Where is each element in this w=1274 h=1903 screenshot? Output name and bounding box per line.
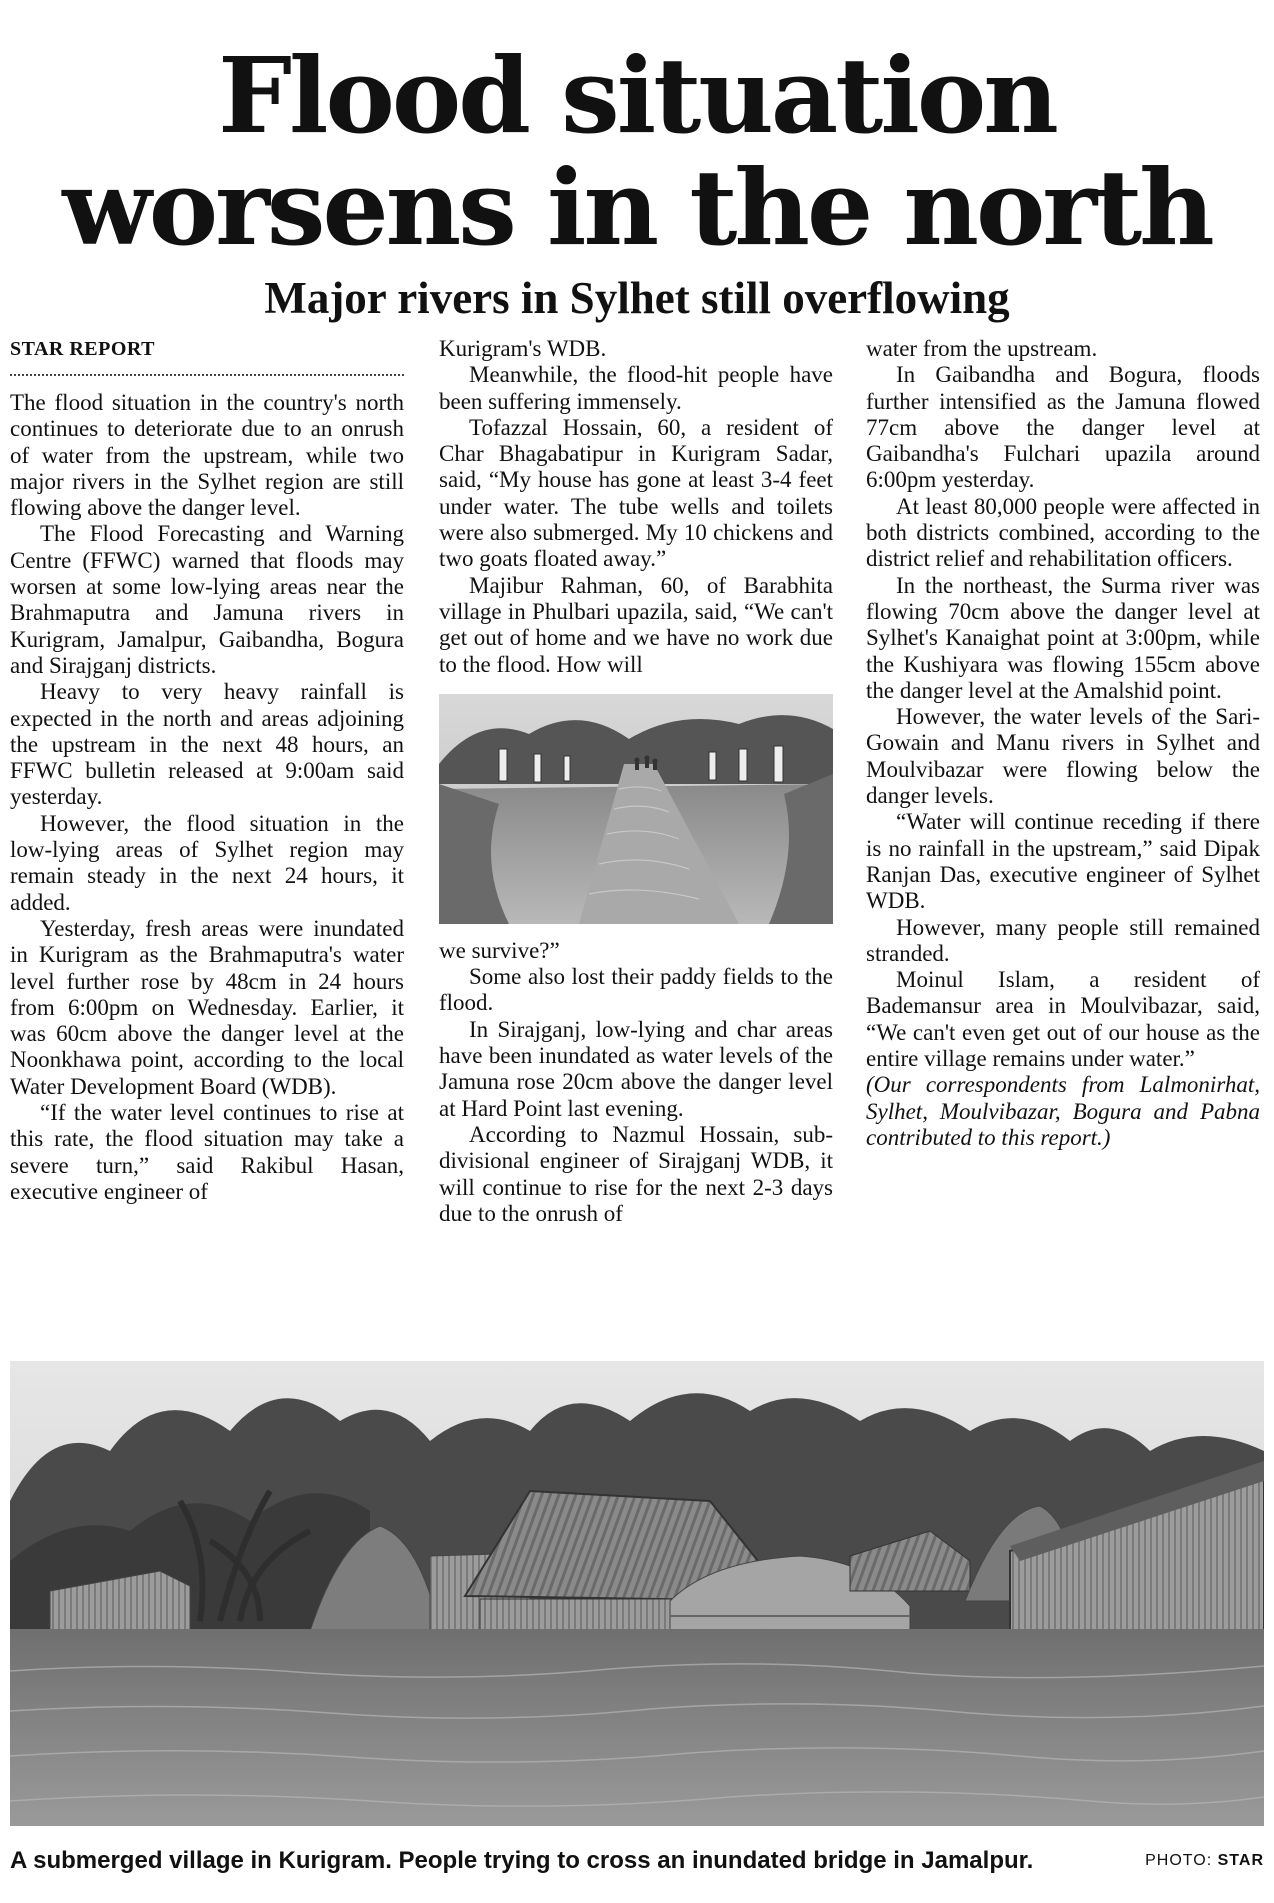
paragraph: In the northeast, the Surma river was flowing 70cm above the danger level at Sylhet's Kanaighat point at 3:00pm, while the Kushiyara was flowing 155cm above the danger level at the Amalshid point.: [866, 572, 1260, 703]
photo-caption: A submerged village in Kurigram. People trying to cross an inundated bridge in Jamalpur.: [10, 1847, 1034, 1874]
paragraph: we survive?”: [439, 937, 560, 963]
paragraph: Yesterday, fresh areas were inundated in Kurigram as the Brahmaputra's water level further rose by 48cm in 24 hours from 6:00pm on Wednesday. Earlier, it was 60cm above the danger level at the Noonkhawa point, according to the local Water Development Board (WDB).: [10, 915, 404, 1099]
photo-credit-source: STAR: [1217, 1852, 1264, 1869]
paragraph: “If the water level continues to rise at this rate, the flood situation may take a severe turn,” said Rakibul Hasan, executive engineer of: [10, 1100, 404, 1204]
paragraph: Kurigram's WDB.: [439, 336, 607, 361]
paragraph: At least 80,000 people were affected in both districts combined, according to the district relief and rehabilitation officers.: [866, 493, 1260, 572]
paragraph: According to Nazmul Hossain, sub-divisional engineer of Sirajganj WDB, it will continue to rise for the next 2-3 days due to the onrush of: [439, 1121, 833, 1226]
bridge-photo: [439, 694, 833, 924]
headline: Flood situation worsens in the north: [62, 34, 1212, 269]
paragraph: However, the water levels of the Sari-Gowain and Manu rivers in Sylhet and Moulvibazar were flowing below the danger levels.: [866, 704, 1260, 809]
paragraph: In Gaibandha and Bogura, floods further intensified as the Jamuna flowed 77cm above the danger level at Gaibandha's Fulchari upazila around 6:00pm yesterday.: [866, 362, 1260, 493]
paragraph: Majibur Rahman, 60, of Barabhita village in Phulbari upazila, said, “We can't get out of home and we have no work due to the flood. How will: [439, 572, 833, 677]
submerged-village-photo: [10, 1361, 1264, 1826]
subheadline: Major rivers in Sylhet still overflowing: [264, 273, 1010, 323]
paragraph: The Flood Forecasting and Warning Centre (FFWC) warned that floods may worsen at some low-lying areas near the Brahmaputra and Jamuna rivers in Kurigram, Jamalpur, Gaibandha, Bogura and Sirajganj districts.: [10, 521, 404, 678]
article-column-1: [10, 336, 404, 1205]
paragraph: Some also lost their paddy fields to the flood.: [439, 964, 833, 1016]
paragraph: “Water will continue receding if there is no rainfall in the upstream,” said Dipak Ranjan Das, executive engineer of Sylhet WDB.: [866, 809, 1260, 914]
paragraph: Heavy to very heavy rainfall is expected in the north and areas adjoining the upstream in the next 48 hours, an FFWC bulletin released at 9:00am said yesterday.: [10, 679, 404, 810]
paragraph: The flood situation in the country's north continues to deteriorate due to an onrush of water from the upstream, while two major rivers in the Sylhet region are still flowing above the danger level.: [10, 390, 404, 521]
paragraph: Tofazzal Hossain, 60, a resident of Char Bhagabatipur in Kurigram Sadar, said, “My house has gone at least 3-4 feet under water. The tube wells and toilets were also submerged. My 10 chickens and two goats floated away.”: [439, 414, 833, 572]
contributor-credit: (Our correspondents from Lalmonirhat, Sylhet, Moulvibazar, Bogura and Pabna contributed to this report.): [866, 1072, 1260, 1150]
paragraph: In Sirajganj, low-lying and char areas have been inundated as water levels of the Jamuna rose 20cm above the danger level at Hard Point last evening.: [439, 1016, 833, 1121]
paragraph: However, many people still remained stranded.: [866, 914, 1260, 966]
paragraph: Meanwhile, the flood-hit people have been suffering immensely.: [439, 362, 833, 414]
byline: STAR REPORT: [10, 336, 404, 376]
photo-credit-label: PHOTO:: [1145, 1852, 1213, 1869]
paragraph: water from the upstream.: [866, 336, 1098, 361]
paragraph: However, the flood situation in the low-lying areas of Sylhet region may remain steady in the next 24 hours, it added.: [10, 810, 404, 915]
article-column-2: [439, 336, 833, 1227]
photo-credit: [1145, 1852, 1264, 1870]
article-column-3: [866, 336, 1260, 1151]
paragraph: Moinul Islam, a resident of Bademansur area in Moulvibazar, said, “We can't even get out of our house as the entire village remains under water.”: [866, 967, 1260, 1072]
